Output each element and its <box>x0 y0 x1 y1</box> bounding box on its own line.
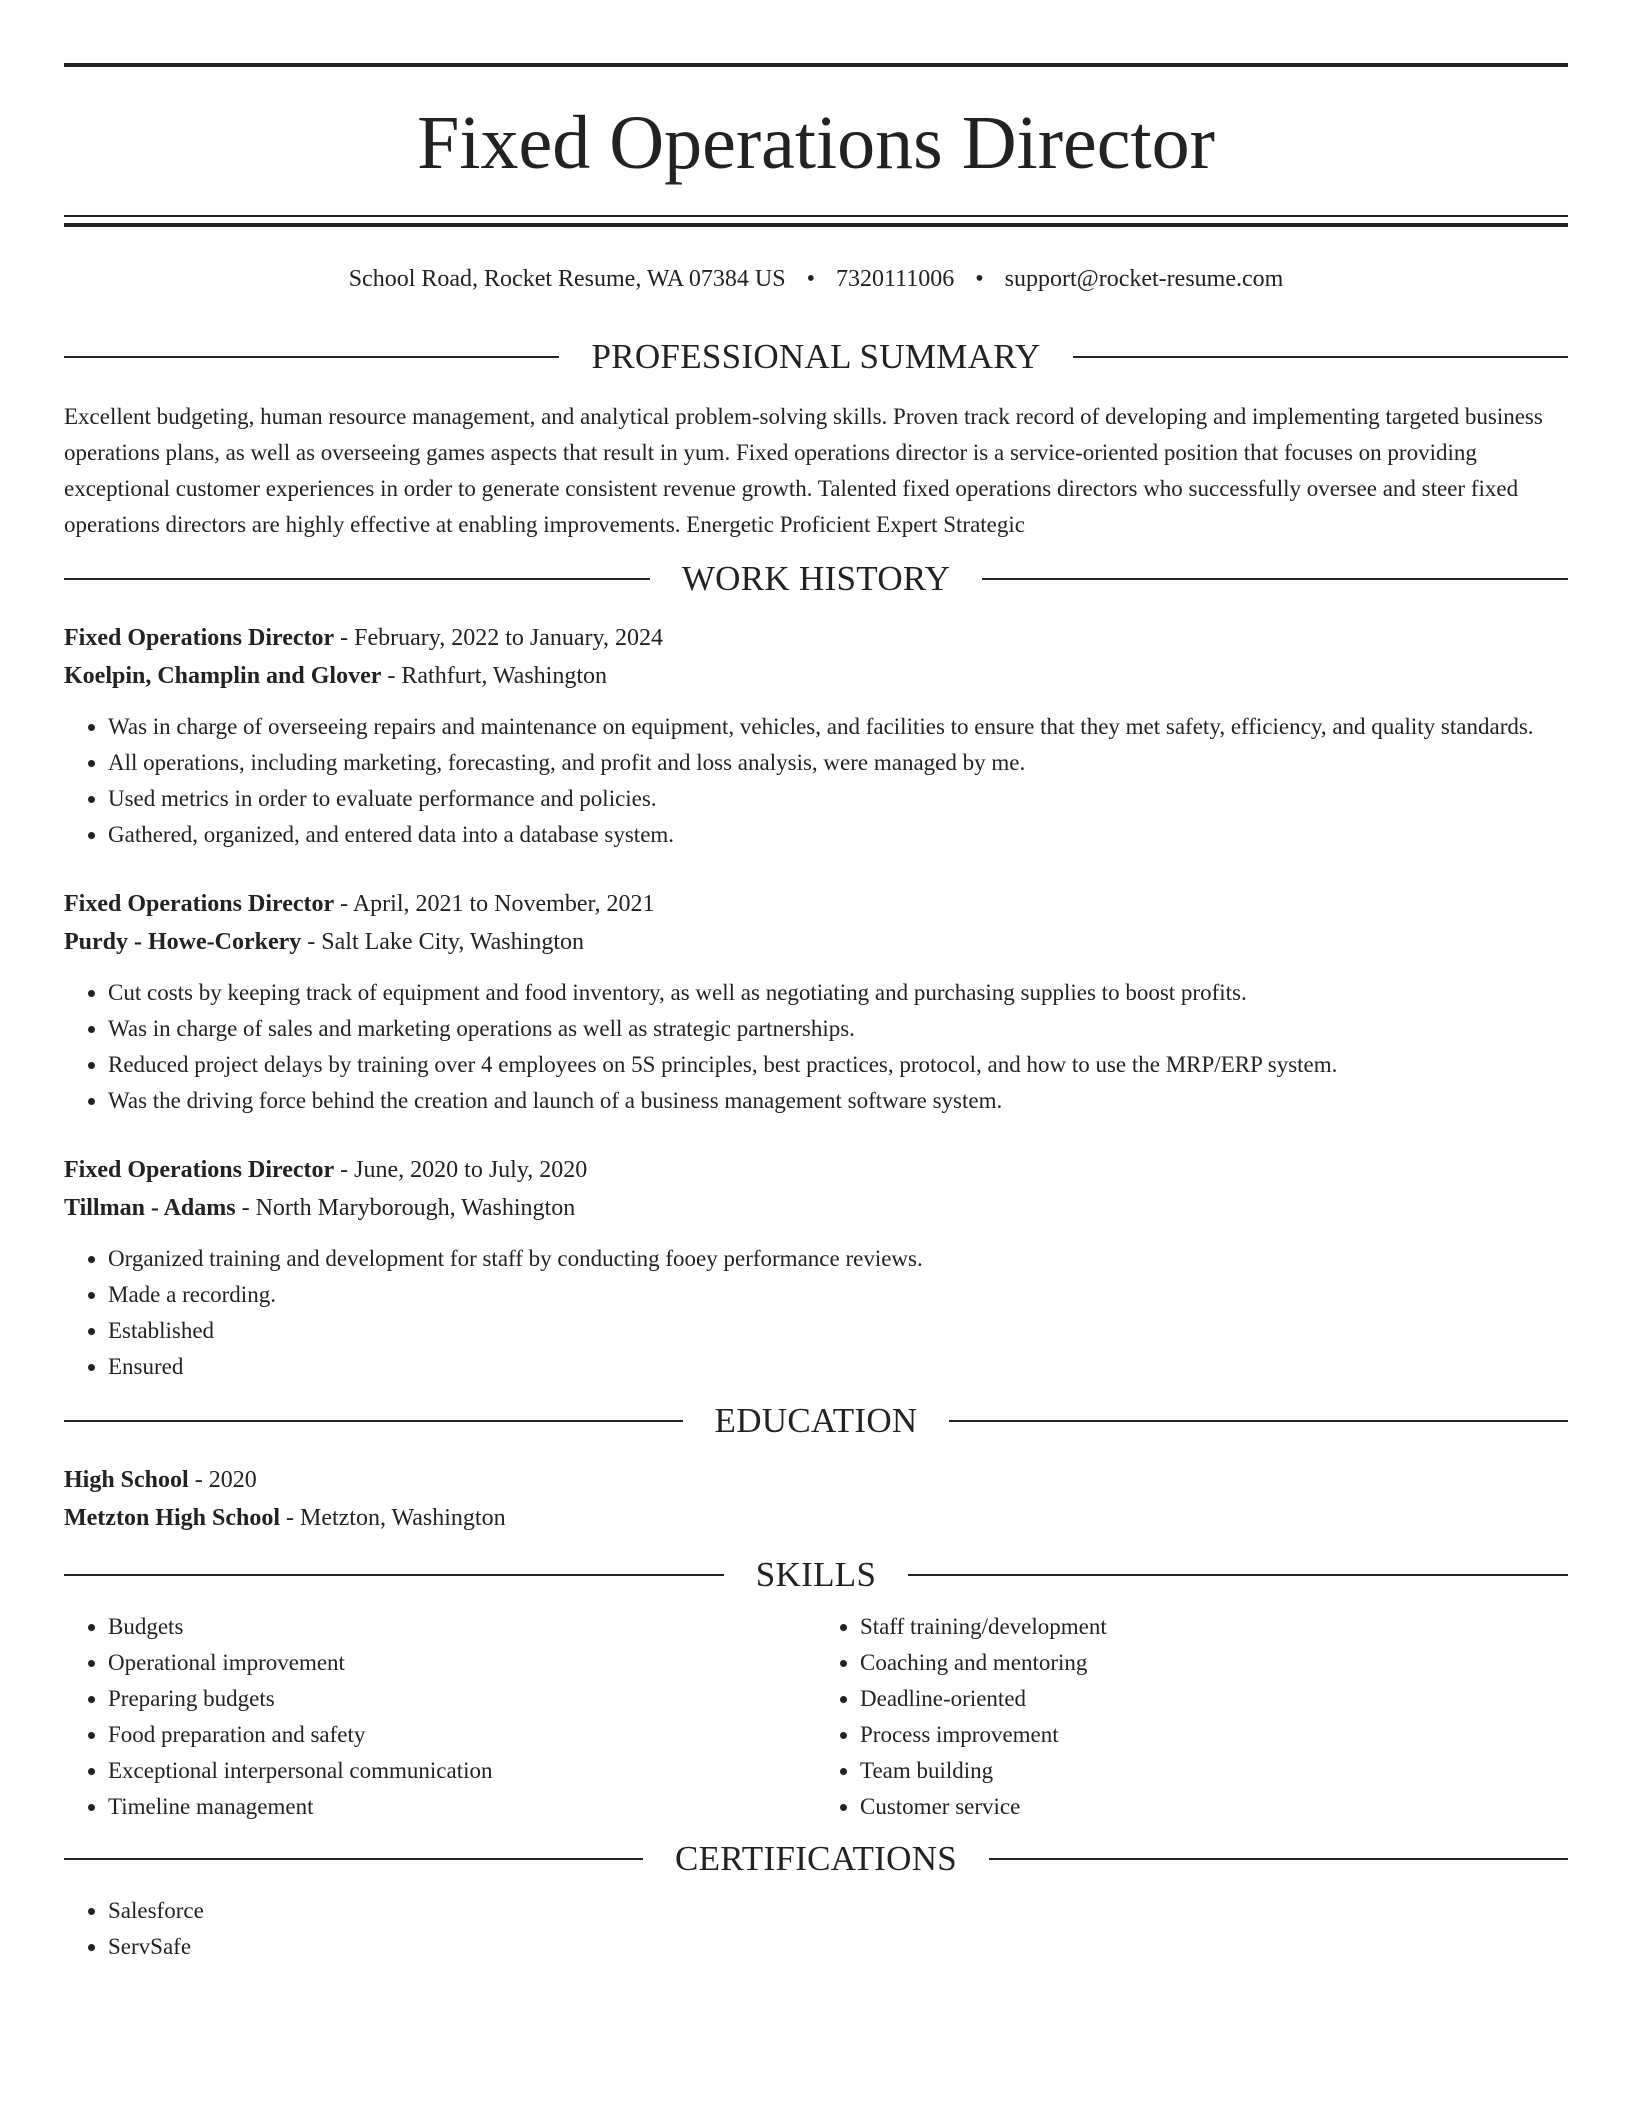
job-bullet: • Established <box>108 1313 1568 1349</box>
heading-rule <box>64 356 559 358</box>
section-heading-work-history <box>64 559 1568 599</box>
section-title: PROFESSIONAL SUMMARY <box>591 337 1041 376</box>
skill-item: • Staff training/development <box>860 1609 1568 1645</box>
header-top-rule <box>64 63 1568 67</box>
job-bullet: • Used metrics in order to evaluate performance and policies. <box>108 781 1568 817</box>
job-title-line <box>64 885 1568 923</box>
education-entry <box>64 1461 1568 1537</box>
certification-item: • ServSafe <box>108 1929 1568 1965</box>
skill-item: • Timeline management <box>108 1789 816 1825</box>
section-title: CERTIFICATIONS <box>674 1839 958 1878</box>
job-location: - North Maryborough, Washington <box>235 1195 576 1221</box>
skill-item: • Exceptional interpersonal communication <box>108 1753 816 1789</box>
header-bottom-rules <box>64 215 1568 227</box>
job-role: Fixed Operations Director <box>64 891 335 917</box>
job-title-line <box>64 1151 1568 1189</box>
skill-item: • Food preparation and safety <box>108 1717 816 1753</box>
summary-text: Excellent budgeting, human resource management, and analytical problem-solving skills. Proven track record of developing and implementing targeted business operations plans, as well as overseeing games aspects that result in yum. Fixed operations director is a service-oriented position that focuses on providing exceptional customer experiences in order to generate consistent revenue growth. Talented fixed operations directors who successfully oversee and steer fixed operations directors are highly effective at enabling improvements. Energetic Proficient Expert Strategic <box>64 404 1543 537</box>
heading-rule <box>989 1858 1568 1860</box>
certification-item: • Salesforce <box>108 1893 1568 1929</box>
job-company-line <box>64 657 1568 695</box>
job-location: - Salt Lake City, Washington <box>301 929 584 955</box>
section-heading-education <box>64 1401 1568 1441</box>
skill-item: • Coaching and mentoring <box>860 1645 1568 1681</box>
certifications-list <box>64 1893 1568 1965</box>
contact-email: support@rocket-resume.com <box>1004 266 1284 292</box>
section-heading-summary <box>64 337 1568 377</box>
heading-rule <box>64 1858 643 1860</box>
job-role: Fixed Operations Director <box>64 1157 335 1183</box>
skill-item: • Team building <box>860 1753 1568 1789</box>
education-location: - Metzton, Washington <box>280 1505 506 1531</box>
job-bullet: • Cut costs by keeping track of equipment and food inventory, as well as negotiating and purchasing supplies to boost profits. <box>108 975 1568 1011</box>
education-school-line <box>64 1499 1568 1537</box>
contact-separator: • <box>806 266 815 292</box>
job-bullet: • Gathered, organized, and entered data into a database system. <box>108 817 1568 853</box>
section-title: SKILLS <box>755 1555 877 1594</box>
heading-rule <box>64 1420 683 1422</box>
heading-rule <box>949 1420 1568 1422</box>
skill-item: • Budgets <box>108 1609 816 1645</box>
section-title: WORK HISTORY <box>681 559 951 598</box>
contact-phone: 7320111006 <box>835 266 955 292</box>
skills-list-right <box>816 1609 1568 1825</box>
contact-separator: • <box>975 266 984 292</box>
skill-item: • Customer service <box>860 1789 1568 1825</box>
contact-address: School Road, Rocket Resume, WA 07384 US <box>348 266 786 292</box>
job-bullet: • Organized training and development for staff by conducting fooey performance reviews. <box>108 1241 1568 1277</box>
resume-page <box>64 0 1568 1965</box>
job-bullets <box>64 709 1568 853</box>
education-degree: High School <box>64 1467 189 1493</box>
job-dates: - April, 2021 to November, 2021 <box>334 891 655 917</box>
header-rule-thin <box>64 215 1568 217</box>
job-entry <box>64 619 1568 853</box>
skill-item: • Operational improvement <box>108 1645 816 1681</box>
job-title-line <box>64 619 1568 657</box>
job-company-line <box>64 923 1568 961</box>
job-bullet: • Was in charge of overseeing repairs and maintenance on equipment, vehicles, and facilities to ensure that they met safety, efficiency, and quality standards. <box>108 709 1568 745</box>
job-bullets <box>64 975 1568 1119</box>
skill-item: • Process improvement <box>860 1717 1568 1753</box>
job-company: Purdy - Howe-Corkery <box>64 929 302 955</box>
skill-item: • Deadline-oriented <box>860 1681 1568 1717</box>
job-bullet: • Was in charge of sales and marketing operations as well as strategic partnerships. <box>108 1011 1568 1047</box>
job-bullet: • Reduced project delays by training over 4 employees on 5S principles, best practices, protocol, and how to use the MRP/ERP system. <box>108 1047 1568 1083</box>
skills-columns <box>64 1609 1568 1825</box>
job-dates: - February, 2022 to January, 2024 <box>334 625 663 651</box>
section-heading-skills <box>64 1555 1568 1595</box>
job-bullet: • All operations, including marketing, forecasting, and profit and loss analysis, were managed by me. <box>108 745 1568 781</box>
education-school: Metzton High School <box>64 1505 280 1531</box>
header-rule-thick <box>64 223 1568 227</box>
section-heading-certifications <box>64 1839 1568 1879</box>
heading-rule <box>64 578 650 580</box>
education-year: - 2020 <box>188 1467 257 1493</box>
job-bullet: • Ensured <box>108 1349 1568 1385</box>
contact-line <box>64 265 1568 293</box>
job-dates: - June, 2020 to July, 2020 <box>334 1157 588 1183</box>
job-role: Fixed Operations Director <box>64 625 335 651</box>
heading-rule <box>64 1574 724 1576</box>
job-bullet: • Was the driving force behind the creation and launch of a business management software system. <box>108 1083 1568 1119</box>
job-company: Koelpin, Champlin and Glover <box>64 663 382 689</box>
heading-rule <box>982 578 1568 580</box>
job-location: - Rathfurt, Washington <box>381 663 607 689</box>
job-entry <box>64 1151 1568 1385</box>
job-bullets <box>64 1241 1568 1385</box>
education-degree-line <box>64 1461 1568 1499</box>
resume-name: Fixed Operations Director <box>417 101 1215 185</box>
section-title: EDUCATION <box>714 1401 918 1440</box>
job-company: Tillman - Adams <box>64 1195 236 1221</box>
skill-item: • Preparing budgets <box>108 1681 816 1717</box>
job-bullet: • Made a recording. <box>108 1277 1568 1313</box>
job-entry <box>64 885 1568 1119</box>
heading-rule <box>908 1574 1568 1576</box>
heading-rule <box>1073 356 1568 358</box>
skills-list-left <box>64 1609 816 1825</box>
job-company-line <box>64 1189 1568 1227</box>
